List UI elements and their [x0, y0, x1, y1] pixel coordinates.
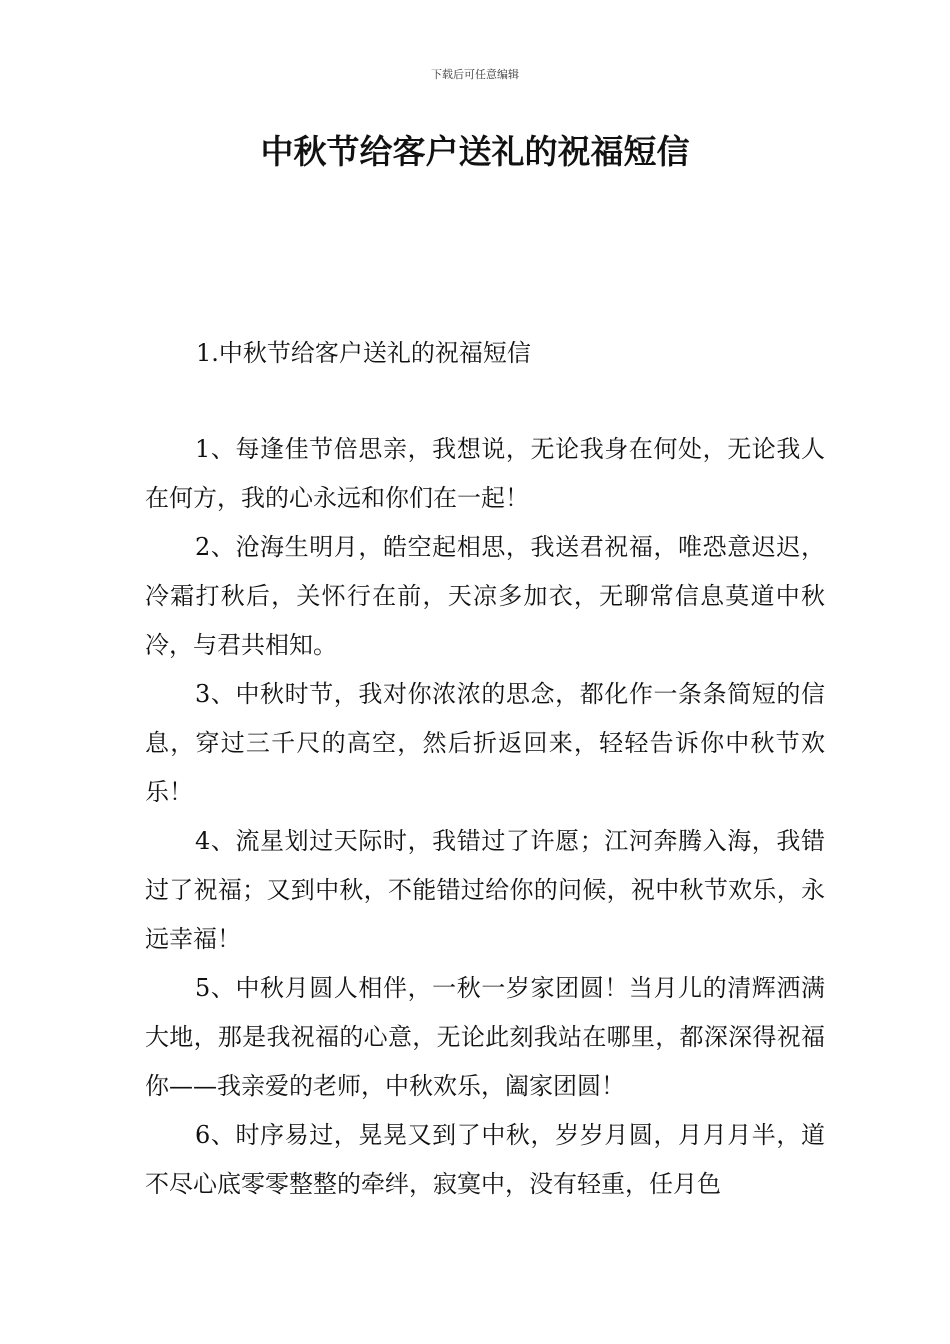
paragraph-2: 2、沧海生明月，皓空起相思，我送君祝福，唯恐意迟迟，冷霜打秋后，关怀行在前，天凉多加衣，无聊常信息莫道中秋冷，与君共相知。	[145, 533, 825, 659]
paragraph-4: 4、流星划过天际时，我错过了许愿；江河奔腾入海，我错过了祝福；又到中秋，不能错过给你的问候，祝中秋节欢乐，永远幸福！	[145, 827, 825, 953]
document-title: 中秋节给客户送礼的祝福短信	[260, 132, 690, 171]
section-heading: 1.中秋节给客户送礼的祝福短信	[196, 339, 531, 367]
paragraph-6: 6、时序易过，晃晃又到了中秋，岁岁月圆，月月月半，道不尽心底零零整整的牵绊，寂寞中，没有轻重，任月色	[145, 1121, 825, 1198]
document-body	[145, 425, 825, 1209]
paragraph-1: 1、每逢佳节倍思亲，我想说，无论我身在何处，无论我人在何方，我的心永远和你们在一起！	[145, 435, 825, 512]
header-note: 下载后可任意编辑	[431, 68, 519, 81]
paragraph-5: 5、中秋月圆人相伴，一秋一岁家团圆！当月儿的清辉洒满大地，那是我祝福的心意，无论此刻我站在哪里，都深深得祝福你——我亲爱的老师，中秋欢乐，阖家团圆！	[145, 974, 825, 1100]
paragraph-3: 3、中秋时节，我对你浓浓的思念，都化作一条条简短的信息，穿过三千尺的高空，然后折返回来，轻轻告诉你中秋节欢乐！	[145, 680, 825, 806]
